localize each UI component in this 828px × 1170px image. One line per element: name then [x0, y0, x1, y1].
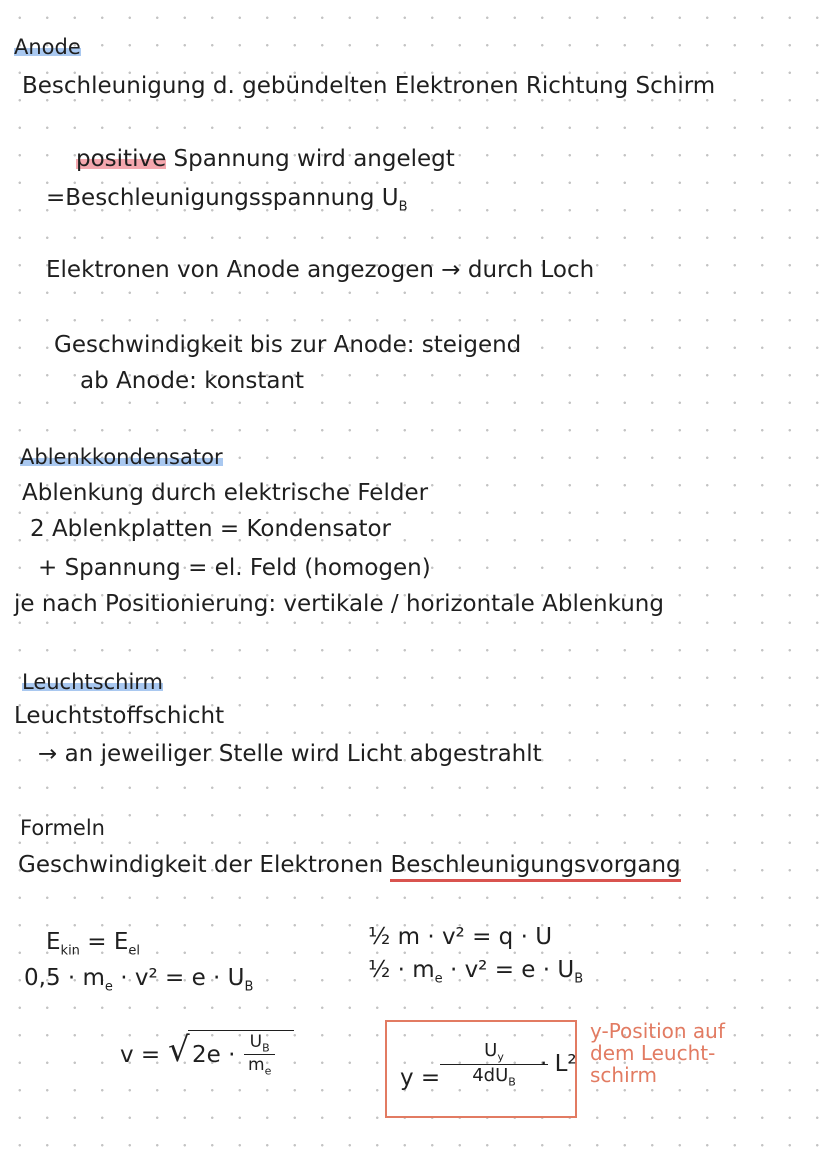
sqrt-symbol: √ [168, 1030, 190, 1070]
anode-line-6: ab Anode: konstant [80, 368, 305, 394]
formula-half-m-v2-qu: ½ m · v² = q · U [368, 924, 553, 950]
formula-ekin-eel: $E_{kin} = E_{el}$ [46, 929, 140, 959]
beschleunigungsvorgang-underlined: Beschleunigungsvorgang [390, 852, 680, 882]
ablenk-line-4: je nach Positionierung: vertikale / horizontale Ablenkung [14, 591, 664, 617]
screen-line-1: Leuchtstoffschicht [14, 703, 225, 729]
ablenk-heading: Ablenkkondensator [20, 445, 223, 469]
velocity-fraction: $\frac{U_B}{m_e}$ [244, 1032, 275, 1078]
formeln-line-1: Geschwindigkeit der Elektronen Beschleunigungsvorgang [18, 853, 681, 878]
formeln-heading: Formeln [20, 816, 105, 840]
ablenk-line-1: Ablenkung durch elektrische Felder [22, 480, 429, 506]
anode-line-4: Elektronen von Anode angezogen → durch Loch [46, 257, 595, 283]
y-position-note: y-Position auf dem Leucht- schirm [590, 1019, 725, 1087]
anode-heading: Anode [14, 35, 81, 59]
positive-highlight: positive [76, 146, 167, 172]
screen-heading: Leuchtschirm [22, 670, 164, 694]
anode-line-5: Geschwindigkeit bis zur Anode: steigend [54, 332, 522, 358]
y-fraction: $U_y$ $4dU_B$ [440, 1040, 548, 1088]
y-L-squared: · L² [540, 1051, 577, 1077]
screen-line-2: → an jeweiliger Stelle wird Licht abgestrahlt [38, 741, 542, 767]
formula-half-me-v2: $0,5 \cdot m_e \cdot v^2 = e \cdot U_B$ [24, 965, 254, 995]
anode-line-1: Beschleunigung d. gebündelten Elektronen Richtung Schirm [22, 73, 716, 99]
sqrt-bar [188, 1030, 294, 1031]
ablenk-line-3: + Spannung = el. Feld (homogen) [38, 555, 431, 581]
y-lhs: y = [400, 1065, 441, 1091]
ablenk-line-2: 2 Ablenkplatten = Kondensator [30, 516, 391, 542]
formula-half-me-v2-eub: ½ · $m_e \cdot v^2 = e \cdot U_B$ [368, 957, 584, 987]
anode-line-3: =Beschleunigungsspannung $U_B$ [46, 185, 408, 215]
anode-line-2: positive Spannung wird angelegt [76, 146, 455, 172]
